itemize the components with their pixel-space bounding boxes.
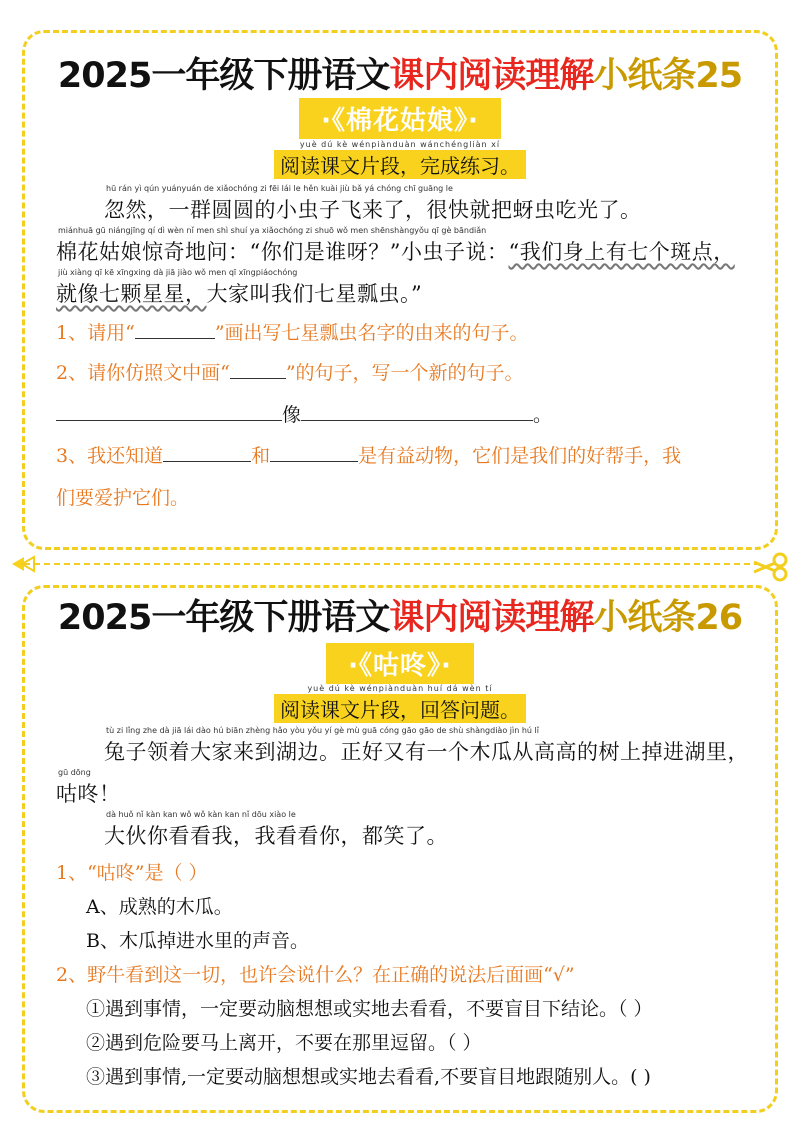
card2-title (0, 590, 800, 640)
option-b[interactable]: B、木瓜掉进水里的声音。 (86, 930, 309, 952)
passage-line: 大伙你看看我，我看看你，都笑了。 (104, 824, 448, 848)
question-text: 是有益动物，它们是我们的好帮手，我 (358, 445, 682, 467)
question-1 (56, 318, 529, 345)
lesson-title (0, 643, 800, 684)
passage-line: 兔子领着大家来到湖边。正好又有一个木瓜从高高的树上掉进湖里， (104, 740, 749, 764)
title-number: 小纸条25 (593, 56, 743, 96)
passage-line: 咕咚！ (56, 782, 121, 806)
passage-line (56, 236, 735, 266)
title-prefix: 2025一年级下册语文 (57, 598, 390, 638)
question-2 (56, 358, 524, 385)
lesson-title-label: ·《棉花姑娘》· (299, 98, 501, 139)
choice-3[interactable]: ③遇到事情,一定要动脑想想或实地去看看,不要盲目地跟随别人。( ) (86, 1066, 651, 1088)
title-prefix: 2025一年级下册语文 (57, 56, 390, 96)
lesson-title (0, 98, 800, 139)
instruction (0, 684, 800, 723)
passage-pinyin: gū dōng (58, 768, 91, 777)
passage-pinyin: hū rán yì qún yuányuán de xiǎochóng zi fēi lái le hěn kuài jiù bǎ yá chóng chī guāng le (106, 184, 453, 193)
passage-pinyin: tù zi lǐng zhe dà jiā lái dào hú biān zhèng hǎo yòu yǒu yí gè mù guā cóng gāo gāo de shù shàngdiào jìn hú lǐ (106, 726, 539, 735)
passage-text: 大家叫我们七星瓢虫。” (206, 282, 423, 306)
instruction-text: 阅读课文片段，完成练习。 (274, 150, 526, 179)
question-3 (56, 441, 681, 468)
answer-blank[interactable] (301, 420, 533, 421)
question-text: ”的句子，写一个新的句子。 (285, 362, 524, 384)
choice-2[interactable]: ②遇到危险要马上离开，不要在那里逗留。（ ） (86, 1032, 482, 1054)
choice-1[interactable]: ①遇到事情，一定要动脑想想或实地去看看，不要盲目下结论。（ ） (86, 998, 653, 1020)
answer-blank[interactable] (56, 420, 282, 421)
answer-blank[interactable] (163, 461, 251, 462)
passage-text: 棉花姑娘惊奇地问：“你们是谁呀？”小虫子说： (56, 240, 509, 264)
answer-blank[interactable] (135, 338, 215, 339)
arrow-icon (10, 555, 44, 573)
question-3-continued: 们要爱护它们。 (56, 487, 190, 509)
answer-blank[interactable] (230, 378, 286, 379)
period: 。 (533, 404, 553, 426)
question-text: 1、请用“ (56, 322, 135, 344)
question-2-answer-line (56, 400, 552, 427)
wavy-underlined-text: “我们身上有七个斑点， (508, 240, 735, 264)
scissors-icon (752, 552, 790, 582)
card1-title (0, 48, 800, 98)
question-1: 1、“咕咚”是（ ） (56, 862, 208, 884)
instruction (0, 140, 800, 179)
question-text: 2、请你仿照文中画“ (56, 362, 230, 384)
instruction-pinyin: yuè dú kè wénpiànduàn wánchéngliàn xí (299, 140, 501, 149)
passage-pinyin: jiù xiàng qī kē xīngxing dà jiā jiào wǒ men qī xīngpiáochóng (58, 268, 298, 277)
connector-text: 像 (282, 404, 302, 426)
question-text: ”画出写七星瓢虫名字的由来的句子。 (214, 322, 529, 344)
lesson-title-label: ·《咕咚》· (326, 643, 474, 684)
cut-line (14, 563, 760, 565)
title-number: 小纸条26 (593, 598, 743, 638)
passage-line (56, 278, 422, 308)
question-text: 3、我还知道 (56, 445, 164, 467)
passage-line: 忽然，一群圆圆的小虫子飞来了，很快就把蚜虫吃光了。 (104, 198, 642, 222)
title-highlight: 课内阅读理解 (389, 598, 594, 638)
option-a[interactable]: A、成熟的木瓜。 (86, 896, 233, 918)
answer-blank[interactable] (270, 461, 358, 462)
passage-pinyin: miánhuā gū niángjīng qí dì wèn nǐ men shì shuí ya xiǎochóng zi shuō wǒ men shēnshàngyǒu qī gè bāndiǎn (58, 226, 487, 235)
instruction-pinyin: yuè dú kè wénpiànduàn huí dá wèn tí (307, 684, 493, 693)
passage-pinyin: dà huǒ nǐ kàn kan wǒ wǒ kàn kan nǐ dōu xiào le (106, 810, 296, 819)
title-highlight: 课内阅读理解 (389, 56, 594, 96)
instruction-text: 阅读课文片段，回答问题。 (274, 694, 526, 723)
question-2: 2、野牛看到这一切，也许会说什么？在正确的说法后面画“√” (56, 964, 575, 986)
wavy-underlined-text: 就像七颗星星， (56, 282, 207, 306)
question-text: 和 (251, 445, 271, 467)
